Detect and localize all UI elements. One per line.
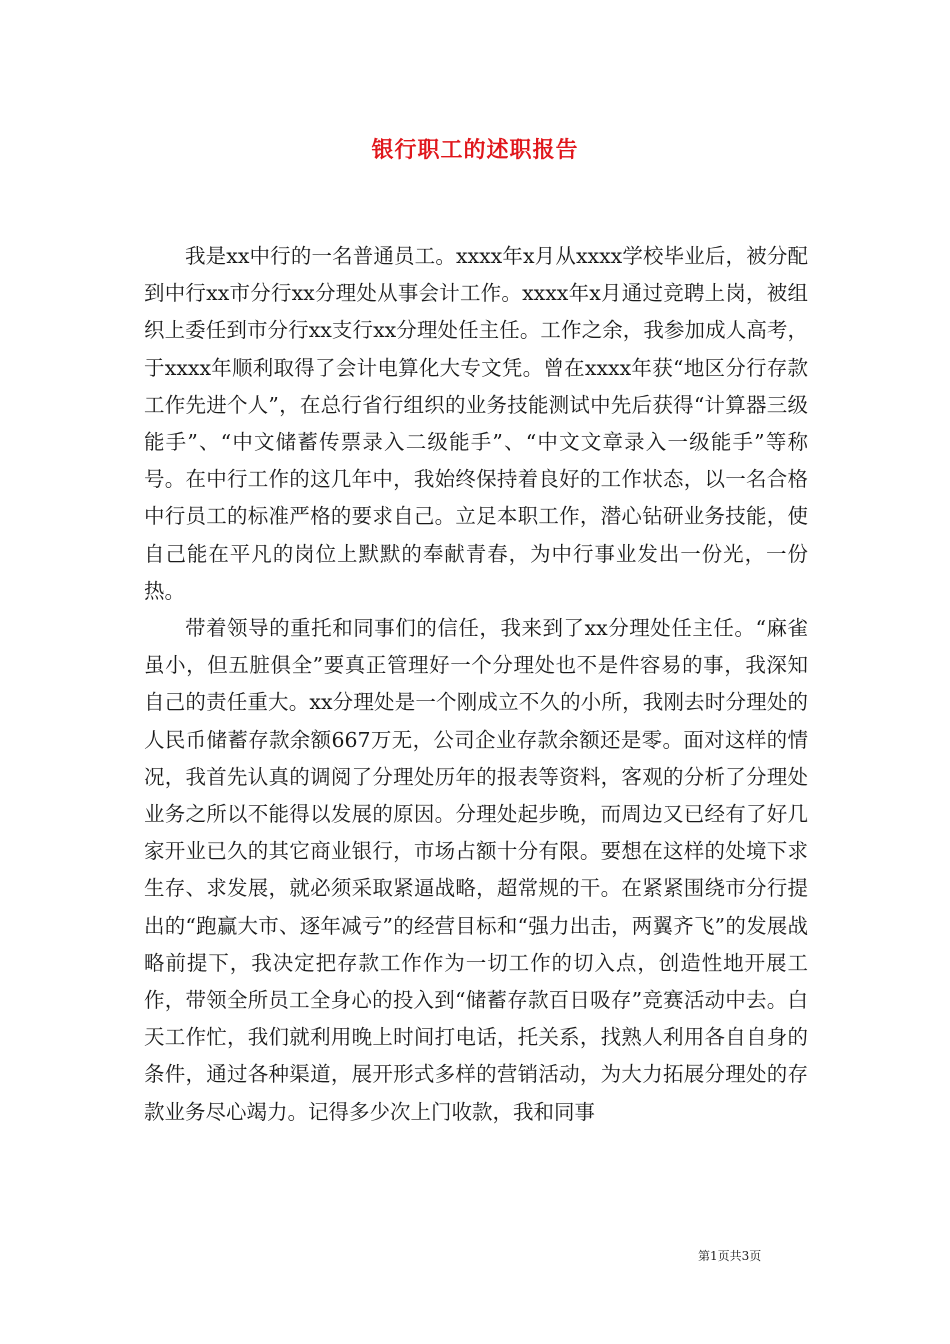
paragraph-2: 带着领导的重托和同事们的信任，我来到了xx分理处任主任。“麻雀虽小，但五脏俱全”要真正管理好一个分理处也不是件容易的事，我深知自己的责任重大。xx分理处是一个刚成立不久的小所，我刚去时分理处的人民币储蓄存款余额667万无，公司企业存款余额还是零。面对这样的情况，我首先认真的调阅了分理处历年的报表等资料，客观的分析了分理处业务之所以不能得以发展的原因。分理处起步晚，而周边又已经有了好几家开业已久的其它商业银行，市场占额十分有限。要想在这样的处境下求生存、求发展，就必须采取紧逼战略，超常规的干。在紧紧围绕市分行提出的“跑赢大市、逐年减亏”的经营目标和“强力出击，两翼齐飞”的发展战略前提下，我决定把存款工作作为一切工作的切入点，创造性地开展工作，带领全所员工全身心的投入到“储蓄存款百日吸存”竞赛活动中去。白天工作忙，我们就利用晚上时间打电话，托关系，找熟人利用各自自身的条件，通过各种渠道，展开形式多样的营销活动，为大力拓展分理处的存款业务尽心竭力。记得多少次上门收款，我和同事 bbox=[144, 616, 808, 1124]
page-number-footer: 第1页共3页 bbox=[698, 1249, 762, 1263]
document-title: 银行职工的述职报告 bbox=[371, 137, 579, 163]
paragraph-1: 我是xx中行的一名普通员工。xxxx年x月从xxxx学校毕业后，被分配到中行xx市分行xx分理处从事会计工作。xxxx年x月通过竞聘上岗，被组织上委任到市分行xx支行xx分理处任主任。工作之余，我参加成人高考，于xxxx年顺利取得了会计电算化大专文凭。曾在xxxx年获“地区分行存款工作先进个人”，在总行省行组织的业务技能测试中先后获得“计算器三级能手”、“中文储蓄传票录入二级能手”、“中文文章录入一级能手”等称号。在中行工作的这几年中，我始终保持着良好的工作状态，以一名合格中行员工的标准严格的要求自己。立足本职工作，潜心钻研业务技能，使自己能在平凡的岗位上默默的奉献青春，为中行事业发出一份光，一份热。 bbox=[144, 244, 808, 603]
document-body bbox=[144, 238, 808, 1131]
